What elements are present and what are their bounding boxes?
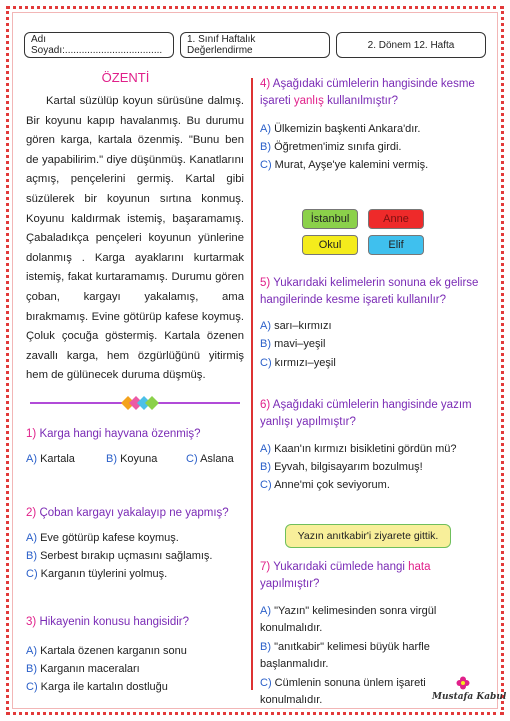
word-box-anne: Anne xyxy=(368,209,424,229)
q2-option-b[interactable]: B) Serbest bırakıp uçmasını sağlamış. xyxy=(26,550,213,562)
story-title: ÖZENTİ xyxy=(101,70,150,85)
q2-option-c[interactable]: C) Karganın tüylerini yolmuş. xyxy=(26,568,168,580)
sample-sentence: Yazın anıtkabir'i ziyarete gittik. xyxy=(285,524,451,548)
word-box-elif: Elif xyxy=(368,235,424,255)
q3-option-a[interactable]: A) Kartala özenen karganın sonu xyxy=(26,645,187,657)
q1-option-c[interactable]: C) Aslana xyxy=(186,453,234,465)
q1-option-b[interactable]: B) Koyuna xyxy=(106,453,158,465)
q5-option-c[interactable]: C) kırmızı–yeşil xyxy=(260,357,336,369)
q3-option-c[interactable]: C) Karga ile kartalın dostluğu xyxy=(26,681,168,693)
q7-option-b[interactable]: B) "anıtkabir" kelimesi büyük harfle başlanmalıdır. xyxy=(260,641,430,670)
q4-option-c[interactable]: C) Murat, Ayşe'ye kalemini vermiş. xyxy=(260,159,429,171)
name-field[interactable]: Adı Soyadı:................................... xyxy=(24,32,174,58)
q4-option-b[interactable]: B) Öğretmen'imiz sınıfa girdi. xyxy=(260,141,402,153)
question-5: 5) Yukarıdaki kelimelerin sonuna ek gelirse hangilerinde kesme işareti kullanılır? xyxy=(260,277,479,306)
q5-option-b[interactable]: B) mavi–yeşil xyxy=(260,338,326,350)
question-3: 3) Hikayenin konusu hangisidir? xyxy=(26,616,190,628)
q3-option-b[interactable]: B) Karganın maceraları xyxy=(26,663,140,675)
term-label: 2. Dönem 12. Hafta xyxy=(336,32,486,58)
question-7: 7) Yukarıdaki cümlede hangi hata yapılmıştır? xyxy=(260,561,431,590)
flower-icon xyxy=(456,676,470,690)
word-box-istanbul: İstanbul xyxy=(302,209,358,229)
q5-option-a[interactable]: A) sarı–kırmızı xyxy=(260,320,332,332)
q6-option-c[interactable]: C) Anne'mi çok seviyorum. xyxy=(260,479,390,491)
question-4: 4) Aşağıdaki cümlelerin hangisinde kesme işareti yanlış kullanılmıştır? xyxy=(260,78,475,107)
word-box-okul: Okul xyxy=(302,235,358,255)
question-2: 2) Çoban kargayı yakalayıp ne yapmış? xyxy=(26,507,229,519)
q7-option-c[interactable]: C) Cümlenin sonuna ünlem işareti konulmalıdır. xyxy=(260,677,426,706)
q2-option-a[interactable]: A) Eve götürüp kafese koymuş. xyxy=(26,532,179,544)
q1-option-a[interactable]: A) Kartala xyxy=(26,453,75,465)
question-1: 1) Karga hangi hayvana özenmiş? xyxy=(26,428,201,440)
author-signature: Mustafa Kabul xyxy=(432,692,507,702)
q7-option-a[interactable]: A) "Yazın" kelimesinden sonra virgül konulmalıdır. xyxy=(260,605,437,634)
question-6: 6) Aşağıdaki cümlelerin hangisinde yazım yanlışı yapılmıştır? xyxy=(260,399,472,428)
story-text: Kartal süzülüp koyun sürüsüne dalmış. Bir koyunu kapıp havalanmış. Bu durumu gören karga, kartala özenmiş. "Bunu ben de yapabilirim." diye düşünmüş. Kanatlarını açmış, pençelerini germiş. Kartal gibi süzülerek bir koyunun sırtına konmuş. Koyunu kaldırmak istemiş, başaramamış. Çabaladıkça pençeleri koyunun yünlerine dolanmış . Karga ayaklarını kurtarmak istemiş, fakat kurtaramamış. Durumu gören çoban, kargayı yakalamış, ama bırakmamış. Evine götürüp kafese koymuş. Çoluk çocuğa göstermiş. Kartala özenen zavallı karga, hem özgürlüğünü yitirmiş hem de gülünecek duruma düşmüş. xyxy=(26,95,244,382)
worksheet-title: 1. Sınıf Haftalık Değerlendirme xyxy=(180,32,330,58)
q6-option-a[interactable]: A) Kaan'ın kırmızı bisikletini gördün mü? xyxy=(260,443,457,455)
column-divider xyxy=(251,78,253,690)
q4-option-a[interactable]: A) Ülkemizin başkenti Ankara'dır. xyxy=(260,123,421,135)
diamond-ornament-icon xyxy=(114,393,164,413)
q6-option-b[interactable]: B) Eyvah, bilgisayarım bozulmuş! xyxy=(260,461,423,473)
